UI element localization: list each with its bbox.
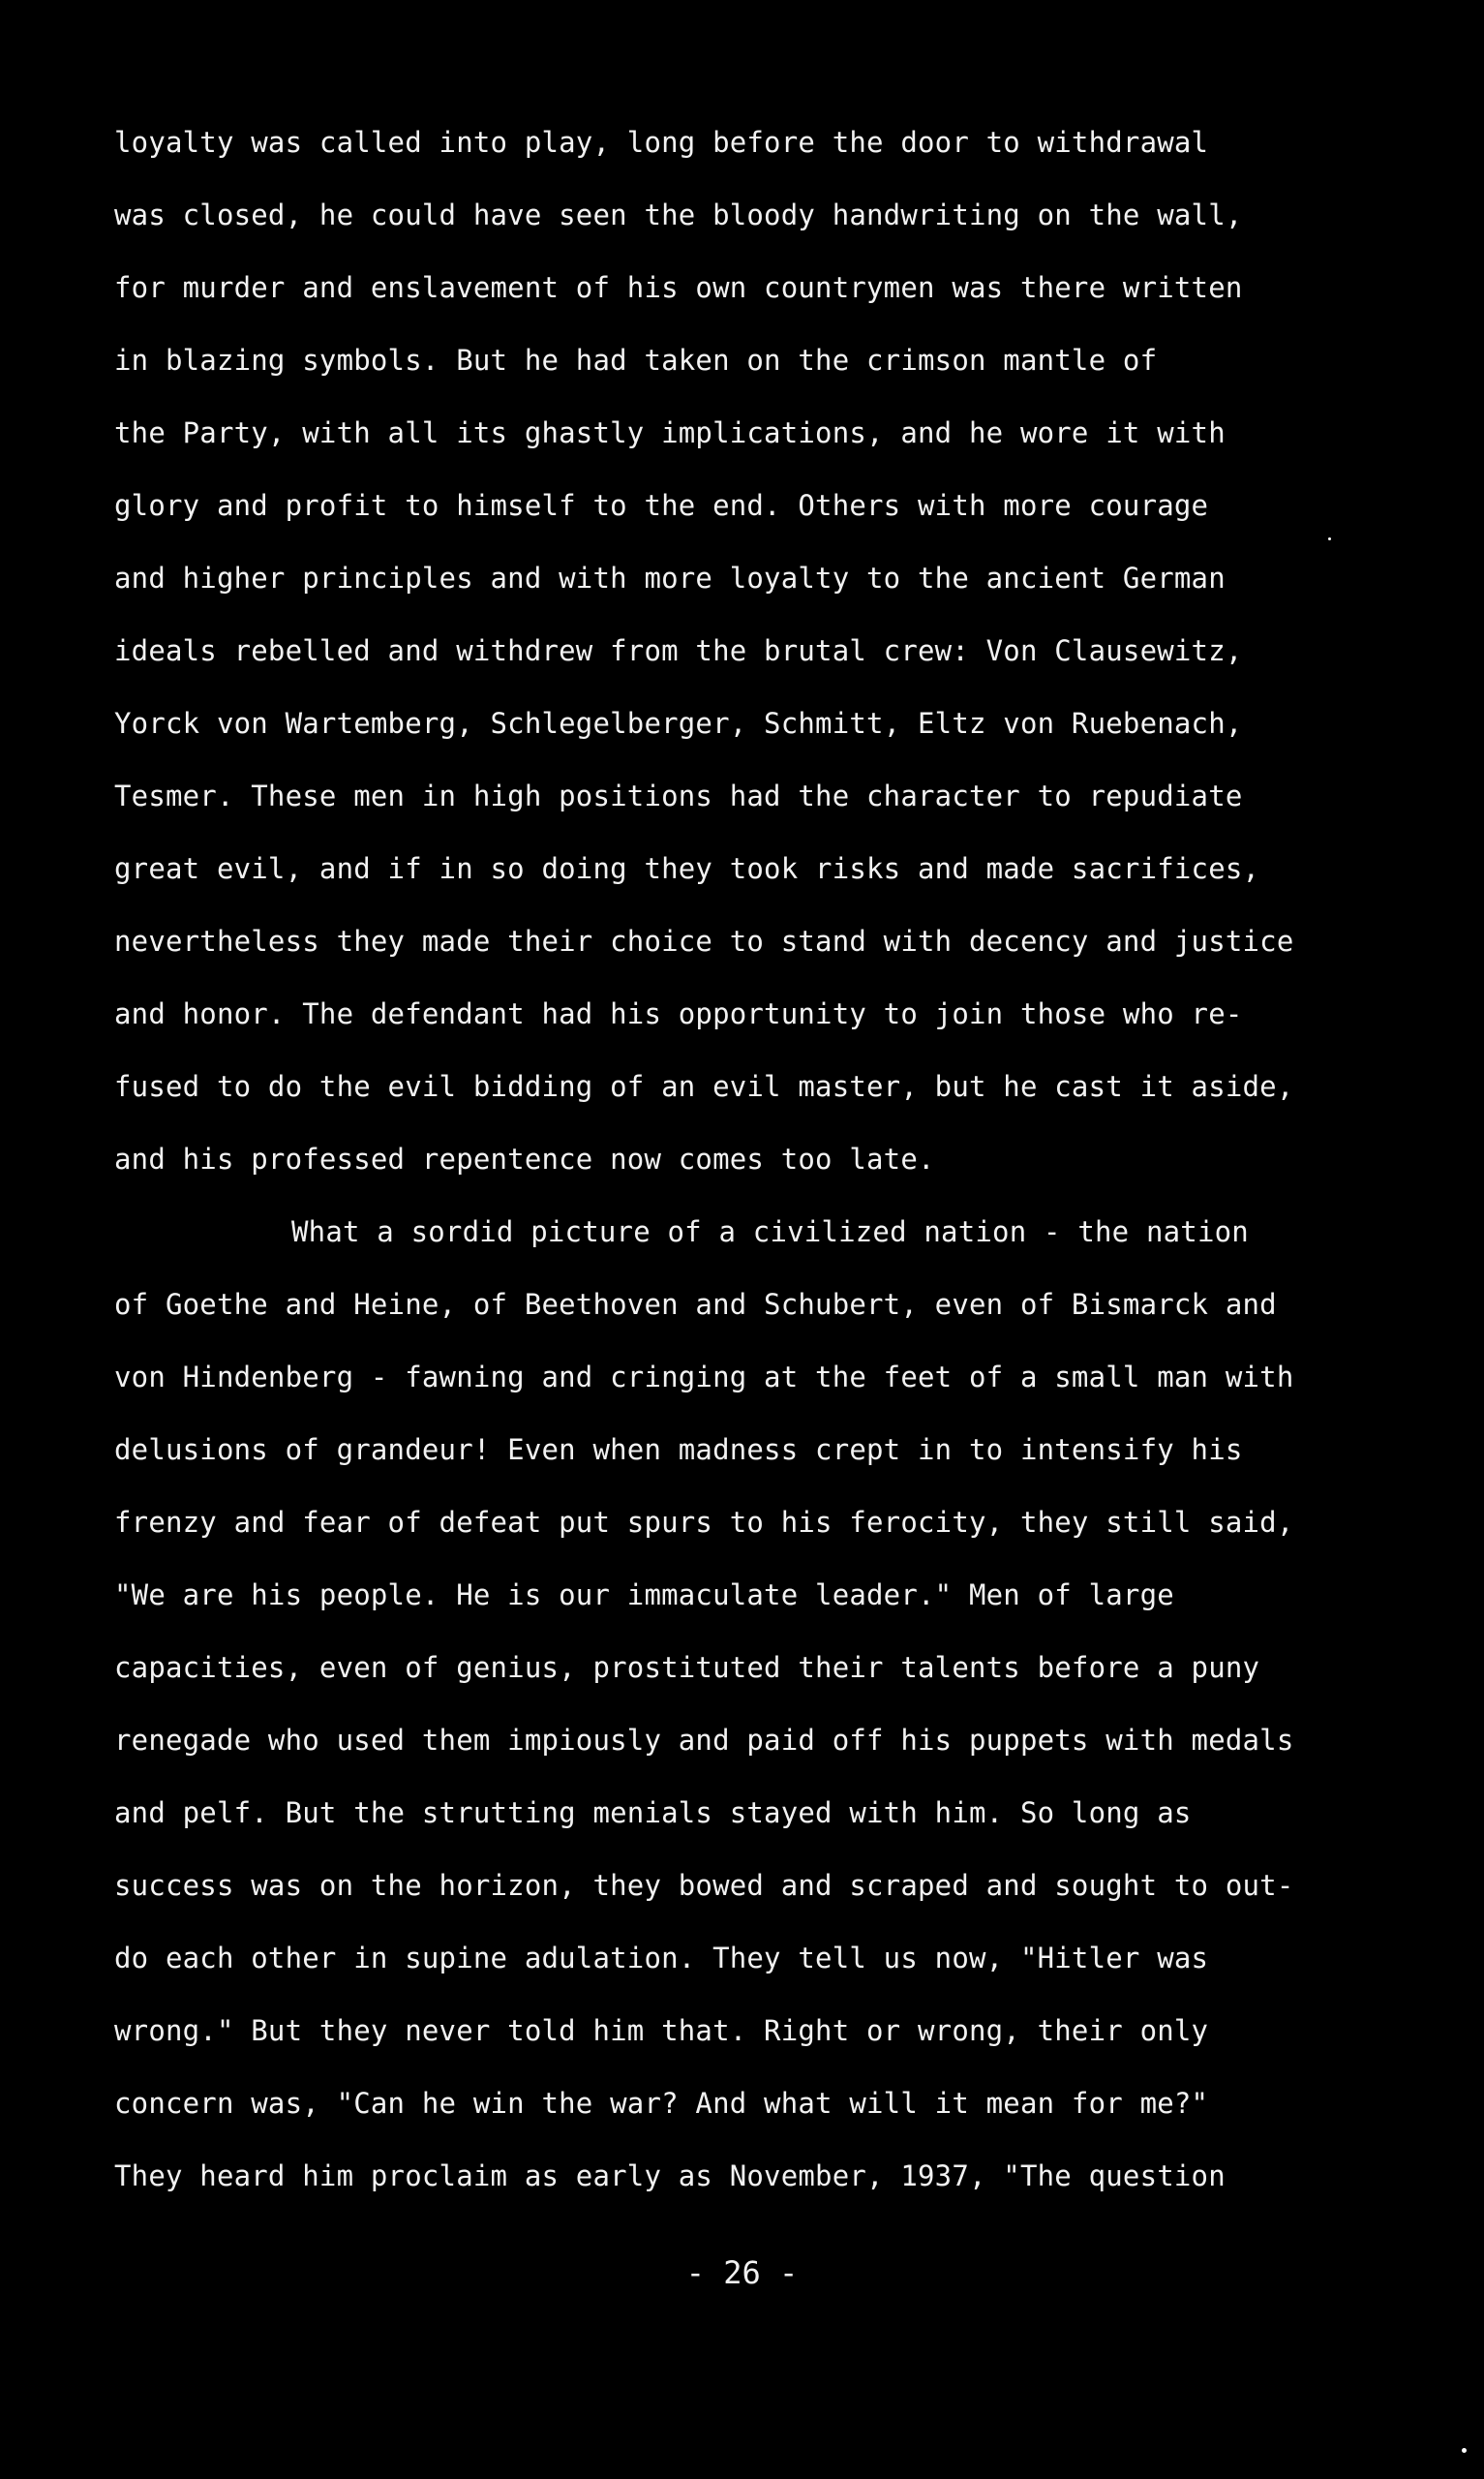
text-line: capacities, even of genius, prostituted their talents before a puny — [114, 1651, 1260, 1684]
text-line: and his professed repentence now comes too late. — [114, 1143, 935, 1176]
text-line: frenzy and fear of defeat put spurs to his ferocity, they still said, — [114, 1506, 1294, 1539]
text-line: concern was, "Can he win the war? And what will it mean for me?" — [114, 2087, 1209, 2120]
text-line: "We are his people. He is our immaculate leader." Men of large — [114, 1578, 1174, 1611]
text-line: delusions of grandeur! Even when madness crept in to intensify his — [114, 1433, 1243, 1466]
text-line: von Hindenberg - fawning and cringing at the feet of a small man with — [114, 1361, 1294, 1393]
text-line: ideals rebelled and withdrew from the brutal crew: Von Clausewitz, — [114, 634, 1243, 667]
text-line: and pelf. But the strutting menials stayed with him. So long as — [114, 1796, 1192, 1829]
text-line: was closed, he could have seen the bloody handwriting on the wall, — [114, 199, 1243, 231]
text-line: do each other in supine adulation. They tell us now, "Hitler was — [114, 1942, 1209, 1974]
text-line: of Goethe and Heine, of Beethoven and Schubert, even of Bismarck and — [114, 1288, 1277, 1321]
paragraph-first-line: What a sordid picture of a civilized nation - the nation — [291, 1215, 1249, 1248]
text-line: and honor. The defendant had his opportunity to join those who re- — [114, 997, 1243, 1030]
text-line: wrong." But they never told him that. Right or wrong, their only — [114, 2014, 1209, 2047]
text-line: success was on the horizon, they bowed and scraped and sought to out- — [114, 1869, 1294, 1902]
text-line: fused to do the evil bidding of an evil master, but he cast it aside, — [114, 1070, 1294, 1103]
body-text — [114, 121, 1392, 2227]
scan-speck — [1328, 537, 1331, 540]
text-line: loyalty was called into play, long before the door to withdrawal — [114, 126, 1209, 159]
text-line: and higher principles and with more loyalty to the ancient German — [114, 562, 1226, 595]
text-line: Yorck von Wartemberg, Schlegelberger, Schmitt, Eltz von Ruebenach, — [114, 707, 1243, 740]
text-line: Tesmer. These men in high positions had the character to repudiate — [114, 780, 1243, 812]
text-line: for murder and enslavement of his own countrymen was there written — [114, 271, 1243, 304]
scan-speck — [1462, 2448, 1467, 2453]
text-line: nevertheless they made their choice to stand with decency and justice — [114, 925, 1294, 958]
text-line: glory and profit to himself to the end. Others with more courage — [114, 489, 1209, 522]
text-line: renegade who used them impiously and paid off his puppets with medals — [114, 1724, 1294, 1757]
page-number: - 26 - — [685, 2254, 799, 2291]
text-line: great evil, and if in so doing they took risks and made sacrifices, — [114, 852, 1260, 885]
text-line: They heard him proclaim as early as November, 1937, "The question — [114, 2159, 1226, 2192]
text-line: the Party, with all its ghastly implications, and he wore it with — [114, 416, 1226, 449]
text-line: in blazing symbols. But he had taken on the crimson mantle of — [114, 344, 1158, 377]
